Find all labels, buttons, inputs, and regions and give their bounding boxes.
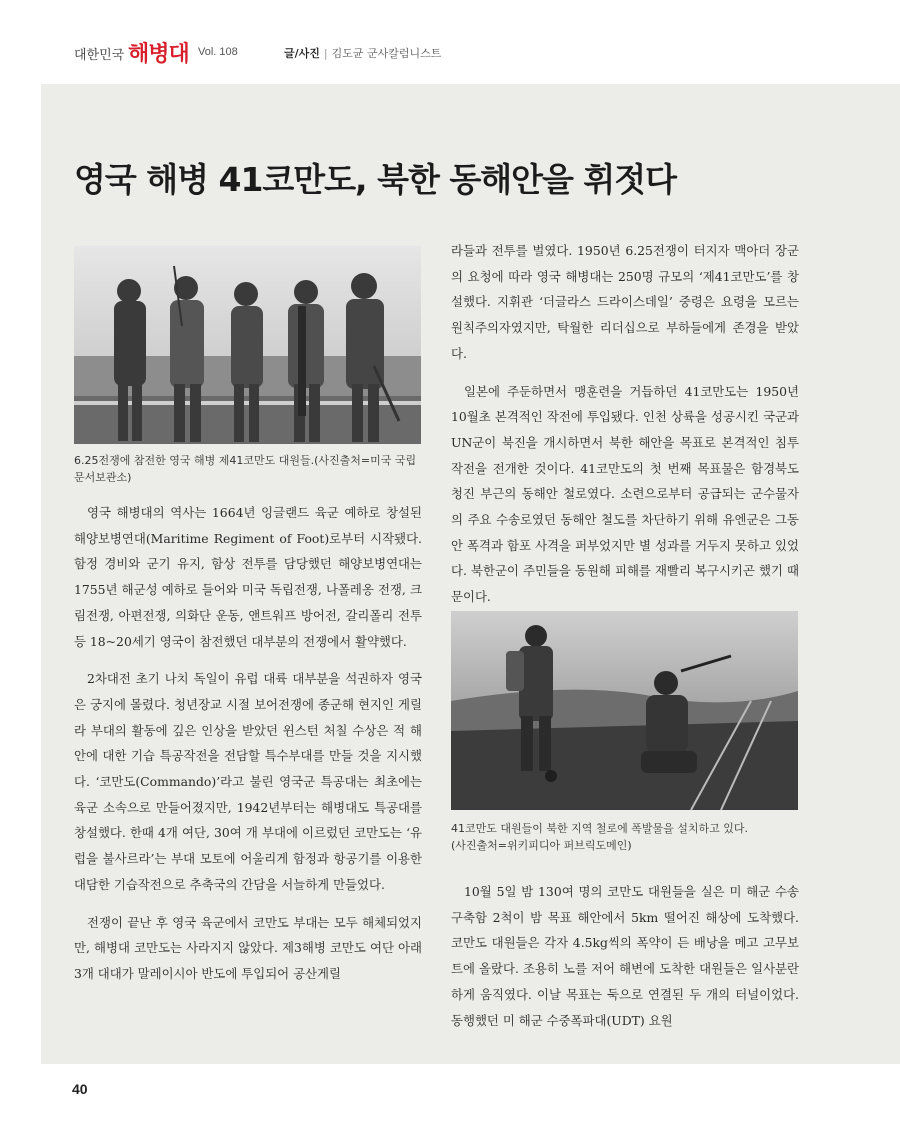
right-paragraph-3: 10월 5일 밤 130여 명의 코만도 대원들을 실은 미 해군 수송구축함 2척이 밤 목표 해안에서 5km 떨어진 해상에 도착했다. 코만도 대원들은 각자 4.5kg씩의 폭약이 든 배낭을 메고 고무보트에 올랐다. 조용히 노를 저어 해변에 도착한 대원들은 일사분란하게 움직였다. 이날 목표는 둑으로 연결된 두 개의 터널이었다. 동행했던 미 해군 수중폭파대(UDT) 요원 [451,884,799,1028]
article-title: 영국 해병 41코만도, 북한 동해안을 휘젓다 [74,160,676,199]
magazine-name: 대한민국 [74,48,125,63]
left-paragraph-1: 영국 해병대의 역사는 1664년 잉글랜드 육군 예하로 창설된 해양보병연대(Maritime Regiment of Foot)로부터 시작됐다. 함정 경비와 군기 유지, 함상 전투를 담당했던 해양보병연대는 1755년 해군성 예하로 들어와 미국 독립전쟁, 나폴레옹 전쟁, 크림전쟁, 아편전쟁, 의화단 운동, 앤트워프 방어전, 갈리폴리 전투 등 18~20세기 영국이 참전했던 대부분의 전쟁에서 활약했다. [74,505,422,649]
photo1-caption: 6.25전쟁에 참전한 영국 해병 제41코만도 대원들.(사진출처=미국 국립문서보관소) [74,454,417,484]
author-name: 김도균 군사칼럼니스트 [331,47,442,60]
brand-logo-text: 해병대 [128,42,189,67]
right-paragraph-1: 라들과 전투를 벌였다. 1950년 6.25전쟁이 터지자 맥아더 장군의 요청에 따라 영국 해병대는 250명 규모의 ‘제41코만도’를 창설했다. 지휘관 ‘더글라스 드라이스데일’ 중령은 요령을 모르는 원칙주의자였지만, 탁월한 리더십으로 부하들에게 존경을 받았다. [451,243,799,361]
left-paragraph-2: 2차대전 초기 나치 독일이 유럽 대륙 대부분을 석권하자 영국은 궁지에 몰렸다. 청년장교 시절 보어전쟁에 종군해 현지인 게릴라 부대의 활동에 깊은 인상을 받았던 윈스턴 처칠 수상은 적 해안에 대한 기습 특공작전을 전담할 특수부대를 만들 것을 지시했다. ‘코만도(Commando)’라고 불린 영국군 특공대는 최초에는 육군 소속으로 만들어졌지만, 1942년부터는 해병대도 특공대를 창설했다. 한때 4개 여단, 30여 개 부대에 이르렀던 코만도는 ‘유럽을 불사르라’는 부대 모토에 어울리게 함정과 항공기를 이용한 대담한 기습작전으로 추축국의 간담을 서늘하게 만들었다. [74,671,422,892]
page-number: 40 [72,1081,88,1097]
right-paragraph-2: 일본에 주둔하면서 맹훈련을 거듭하던 41코만도는 1950년 10월초 본격적인 작전에 투입됐다. 인천 상륙을 성공시킨 국군과 UN군이 북진을 개시하면서 북한 해안을 목표로 본격적인 침투작전을 전개한 것이다. 41코만도의 첫 번째 목표물은 함경북도 청진 부근의 동해안 철로였다. 소련으로부터 공급되는 군수물자의 주요 수송로였던 동해안 철도를 차단하기 위해 유엔군은 그동안 폭격과 함포 사격을 퍼부었지만 별 성과를 거두지 못하고 있었다. 북한군이 주민들을 동원해 피해를 재빨리 복구시키곤 했기 때문이다. [451,383,799,605]
volume-number: Vol. 108 [198,46,238,58]
byline-separator: | [323,47,328,60]
photo-commandos-railway [451,611,798,810]
left-paragraph-3: 전쟁이 끝난 후 영국 육군에서 코만도 부대는 모두 해체되었지만, 해병대 코만도는 사라지지 않았다. 제3해병 코만도 여단 아래 3개 대대가 말레이시아 반도에 투입되어 공산게릴 [74,914,422,981]
photo2-caption-line2: (사진출처=위키피디아 퍼브릭도메인) [451,839,632,852]
byline [284,45,441,61]
right-text-column-top [451,238,799,622]
page-header [0,0,900,80]
photo2-caption-line1: 41코만도 대원들이 북한 지역 철로에 폭발물을 설치하고 있다. [451,822,748,835]
left-text-column [74,500,422,999]
soldiers-photo-illustration [74,246,421,444]
railway-photo-illustration [451,611,798,810]
photo2-caption [451,820,798,854]
byline-label: 글/사진 [284,47,320,60]
photo-commandos-on-ship [74,246,421,444]
right-text-column-bottom [451,879,799,1045]
